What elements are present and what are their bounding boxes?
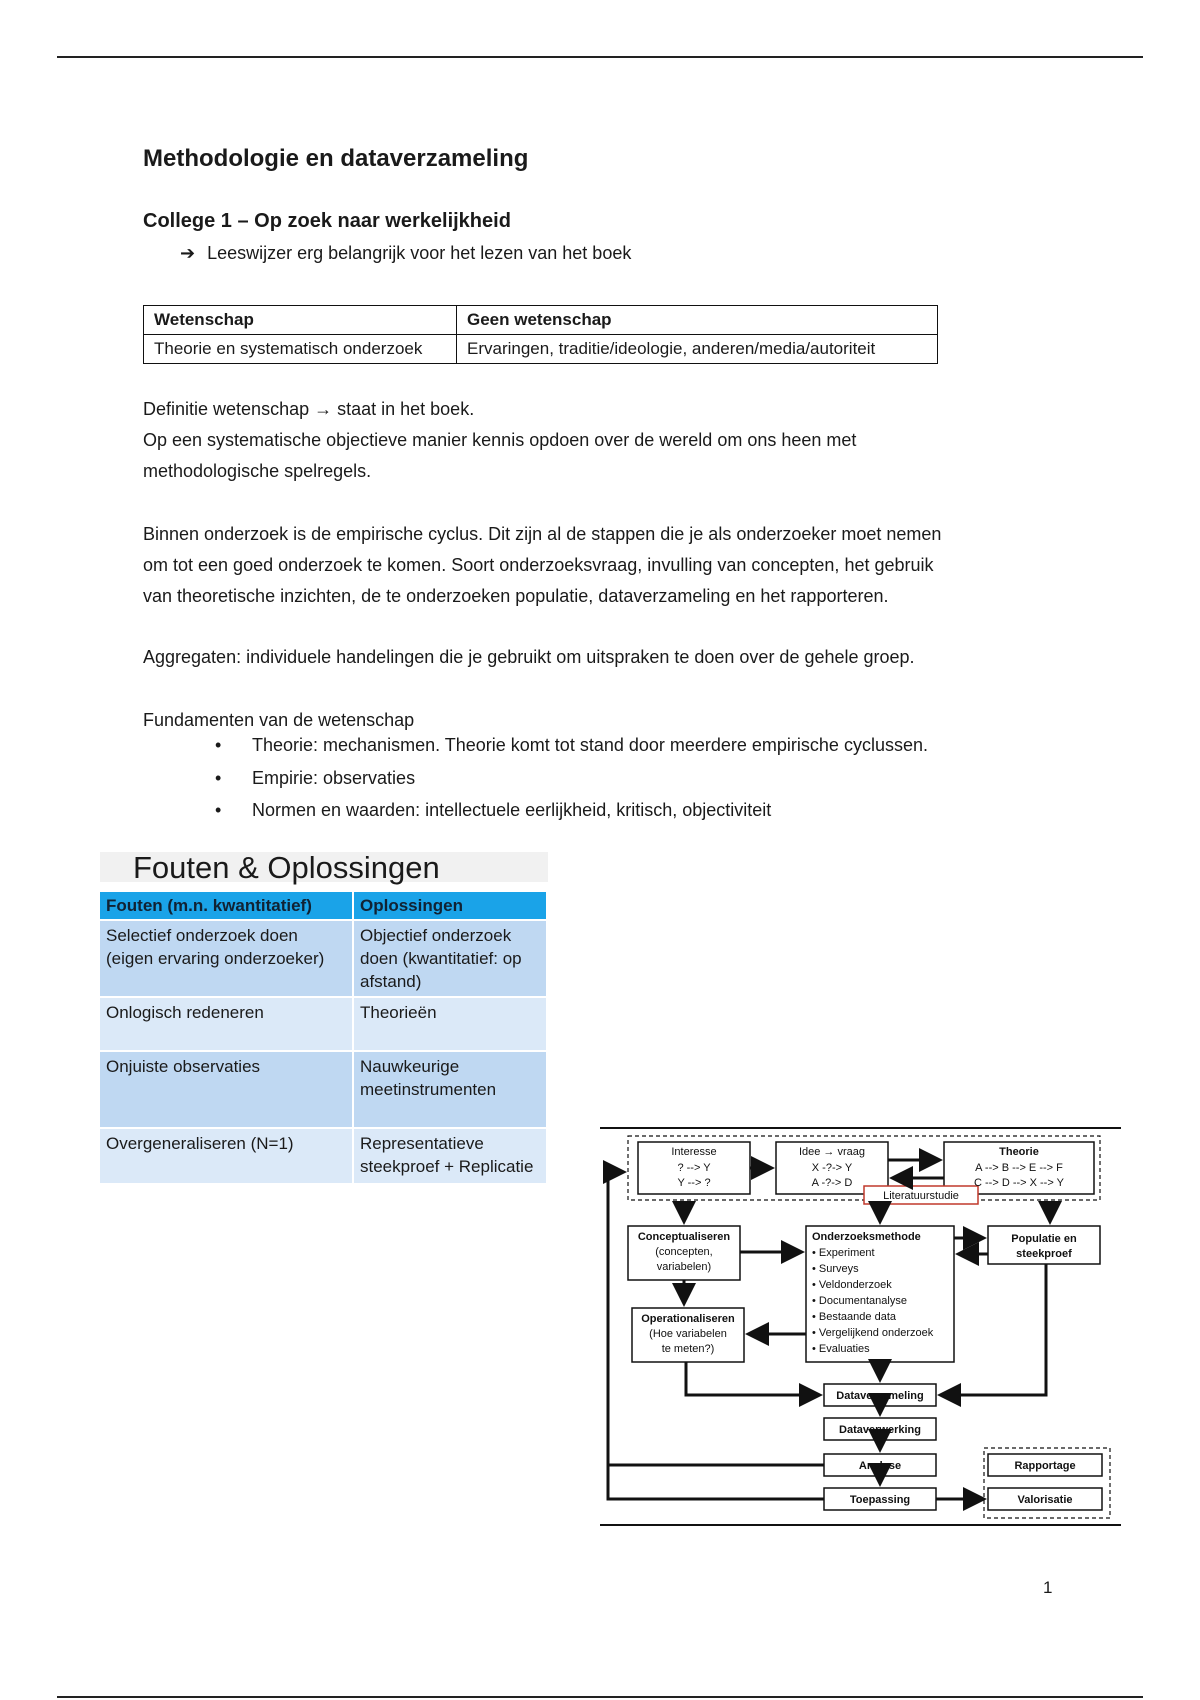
top-rule [57,56,1143,58]
cycle-line: van theoretische inzichten, de te onderzoeken populatie, dataverzameling en het rapporteren. [143,586,889,606]
svg-text:• Evaluaties: • Evaluaties [812,1343,870,1355]
table-row [100,997,547,1051]
operationalize-line: (Hoe variabelen [649,1328,727,1340]
cycle-paragraph [143,519,1063,612]
application-label: Toepassing [849,1494,911,1506]
errors-solutions-table [100,892,548,1185]
svg-text:• Surveys: • Surveys [812,1263,859,1275]
bottom-rule [57,1696,1143,1698]
reading-guide-text: Leeswijzer erg belangrijk voor het lezen van het boek [207,243,632,263]
valorisation-label: Valorisatie [1017,1494,1073,1506]
lecture-heading: College 1 – Op zoek naar werkelijkheid [143,210,511,232]
cell-line: Selectief onderzoek doen [106,926,298,945]
fundamentals-heading: Fundamenten van de wetenschap [143,710,415,730]
cell-line: meetinstrumenten [360,1080,497,1099]
literature-label: Literatuurstudie [883,1190,959,1202]
fundamentals-list [215,735,928,833]
aggregates-paragraph: Aggregaten: individuele handelingen die je gebruikt om uitspraken te doen over de gehele groep. [143,647,915,667]
list-item: Bestaande data [818,1311,896,1323]
science-cell: Theorie en systematisch onderzoek [144,335,457,364]
science-table [143,305,938,364]
list-item: Documentanalyse [818,1295,907,1307]
list-item: Surveys [818,1263,859,1275]
theory-line: A --> B --> E --> F [975,1162,1063,1174]
solution-cell [353,920,547,997]
errors-slide-title: Fouten & Oplossingen [133,850,440,885]
svg-text:• Documentanalyse: • Documentanalyse [812,1295,907,1307]
list-item: • Empirie: observaties [215,768,928,801]
cycle-line: om tot een goed onderzoek te komen. Soort onderzoeksvraag, invulling van concepten, het gebruik [143,555,934,575]
non-science-cell: Ervaringen, traditie/ideologie, anderen/media/autoriteit [457,335,938,364]
cell-line: Onlogisch redeneren [106,1003,264,1022]
solution-cell [353,997,547,1051]
table-row [100,920,547,997]
empirical-cycle-diagram [598,1122,1123,1530]
definition-line: methodologische spelregels. [143,461,372,481]
definition-line: Definitie wetenschap → staat in het boek. [143,399,475,419]
conceptualize-line: variabelen) [656,1261,712,1273]
data-collection-label: Dataverzameling [836,1390,924,1402]
cell-line: Nauwkeurige [360,1057,460,1076]
conceptualize-line: (concepten, [655,1246,713,1258]
method-list [812,1247,934,1355]
list-item: • Normen en waarden: intellectuele eerlijkheid, kritisch, objectiviteit [215,800,928,833]
idea-line: X -?-> Y [811,1162,853,1174]
table-row [100,1051,547,1128]
interesse-title: Interesse [671,1146,717,1158]
cycle-line: Binnen onderzoek is de empirische cyclus. Dit zijn al de stappen die je als onderzoeker moet nemen [143,524,942,544]
conceptualize-title: Conceptualiseren [637,1231,731,1243]
interesse-line: Y --> ? [677,1177,711,1189]
svg-text:• Experiment: • Experiment [812,1247,875,1259]
definition-line: Op een systematische objectieve manier kennis opdoen over de wereld om ons heen met [143,430,857,450]
document-title: Methodologie en dataverzameling [143,145,529,172]
reading-guide-note [180,243,631,264]
error-cell [100,1128,353,1184]
population-line: Populatie en [1011,1233,1077,1245]
definition-paragraph [143,394,1063,487]
page-number: 1 [1043,1578,1053,1597]
operationalize-title: Operationaliseren [641,1313,735,1325]
cell-line: afstand) [360,972,422,991]
svg-text:• Vergelijkend onderzoek: • Vergelijkend onderzoek [812,1327,934,1339]
cell-line: doen (kwantitatief: op [360,949,522,968]
svg-text:• Veldonderzoek: • Veldonderzoek [812,1279,892,1291]
list-item: Experiment [818,1247,875,1259]
list-item: Veldonderzoek [818,1279,892,1291]
table-row [100,1128,547,1184]
solution-cell [353,1128,547,1184]
svg-text:• Bestaande data: • Bestaande data [812,1311,896,1323]
cell-line: Representatieve [360,1134,484,1153]
cell-line: steekproef + Replicatie [360,1157,534,1176]
method-title: Onderzoeksmethode [812,1231,921,1243]
cell-line: (eigen ervaring onderzoeker) [106,949,325,968]
solutions-header: Oplossingen [353,892,547,920]
analysis-label: Analyse [858,1460,902,1472]
interesse-line: ? --> Y [677,1162,711,1174]
theory-line: C --> D --> X --> Y [974,1177,1064,1189]
list-item: • Theorie: mechanismen. Theorie komt tot stand door meerdere empirische cyclussen. [215,735,928,768]
error-cell [100,1051,353,1128]
non-science-header: Geen wetenschap [457,306,938,335]
errors-header: Fouten (m.n. kwantitatief) [100,892,353,920]
cell-line: Overgeneraliseren (N=1) [106,1134,294,1153]
cell-line: Theorieën [360,1003,437,1022]
cell-line: Onjuiste observaties [106,1057,261,1076]
cell-line: Objectief onderzoek [360,926,512,945]
theory-title: Theorie [999,1146,1039,1158]
list-item: Vergelijkend onderzoek [818,1327,934,1339]
reporting-label: Rapportage [1014,1460,1076,1472]
solution-cell [353,1051,547,1128]
idea-line: A -?-> D [811,1177,853,1189]
operationalize-line: te meten?) [661,1343,715,1355]
error-cell [100,997,353,1051]
error-cell [100,920,353,997]
data-processing-label: Dataverwerking [839,1424,921,1436]
arrow-icon: ➔ [180,243,196,263]
population-line: steekproef [1016,1248,1072,1260]
list-item: Evaluaties [818,1343,870,1355]
idea-title: Idee → vraag [798,1146,866,1158]
science-header: Wetenschap [144,306,457,335]
